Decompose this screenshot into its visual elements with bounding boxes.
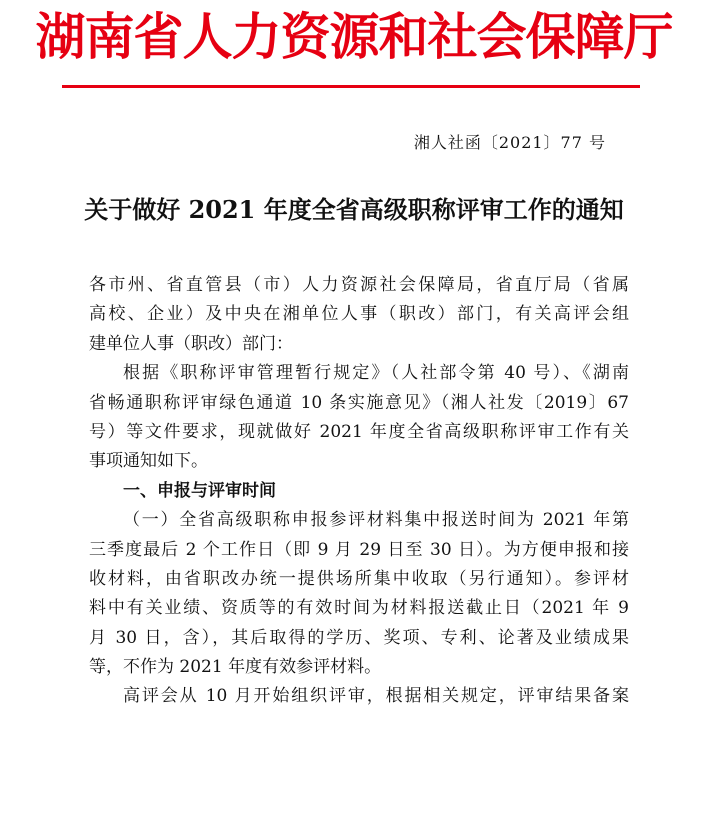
addressee-line: 各市州、省直管县（市）人力资源社会保障局，省直厅局（省属	[89, 275, 629, 295]
document-title: 关于做好 2021 年度全省高级职称评审工作的通知	[84, 195, 624, 224]
document-number: 湘人社函〔2021〕77 号	[413, 133, 606, 152]
intro-line: 事项通知如下。	[89, 451, 208, 472]
section-item-line: （一）全省高级职称申报参评材料集中报送时间为 2021 年第	[123, 510, 629, 531]
intro-line: 号）等文件要求，现就做好 2021 年度全省高级职称评审工作有关	[89, 421, 629, 442]
section-paragraph-line: 高评会从 10 月开始组织评审，根据相关规定，评审结果备案	[123, 686, 629, 707]
section-item-line: 收材料，由省职改办统一提供场所集中收取（另行通知）。参评材	[89, 568, 629, 589]
document-body	[89, 271, 629, 712]
addressee-line: 高校、企业）及中央在湘单位人事（职改）部门，有关高评会组	[89, 304, 629, 325]
section-heading: 一、申报与评审时间	[123, 480, 276, 501]
letterhead-red-rule	[62, 85, 640, 88]
section-item-line: 月 30 日，含），其后取得的学历、奖项、专利、论著及业绩成果	[89, 627, 629, 648]
section-item-line: 三季度最后 2 个工作日（即 9 月 29 日至 30 日）。为方便申报和接	[89, 539, 629, 560]
intro-line: 省畅通职称评审绿色通道 10 条实施意见》（湘人社发〔2019〕67	[89, 392, 629, 413]
section-item-line: 料中有关业绩、资质等的有效时间为材料报送截止日（2021 年 9	[89, 598, 629, 619]
addressee-line: 建单位人事（职改）部门：	[89, 333, 293, 354]
intro-line: 根据《职称评审管理暂行规定》（人社部令第 40 号）、《湖南	[123, 363, 629, 384]
letterhead-org-name: 湖南省人力资源和社会保障厅	[35, 8, 673, 66]
section-item-line: 等，不作为 2021 年度有效参评材料。	[89, 657, 382, 678]
